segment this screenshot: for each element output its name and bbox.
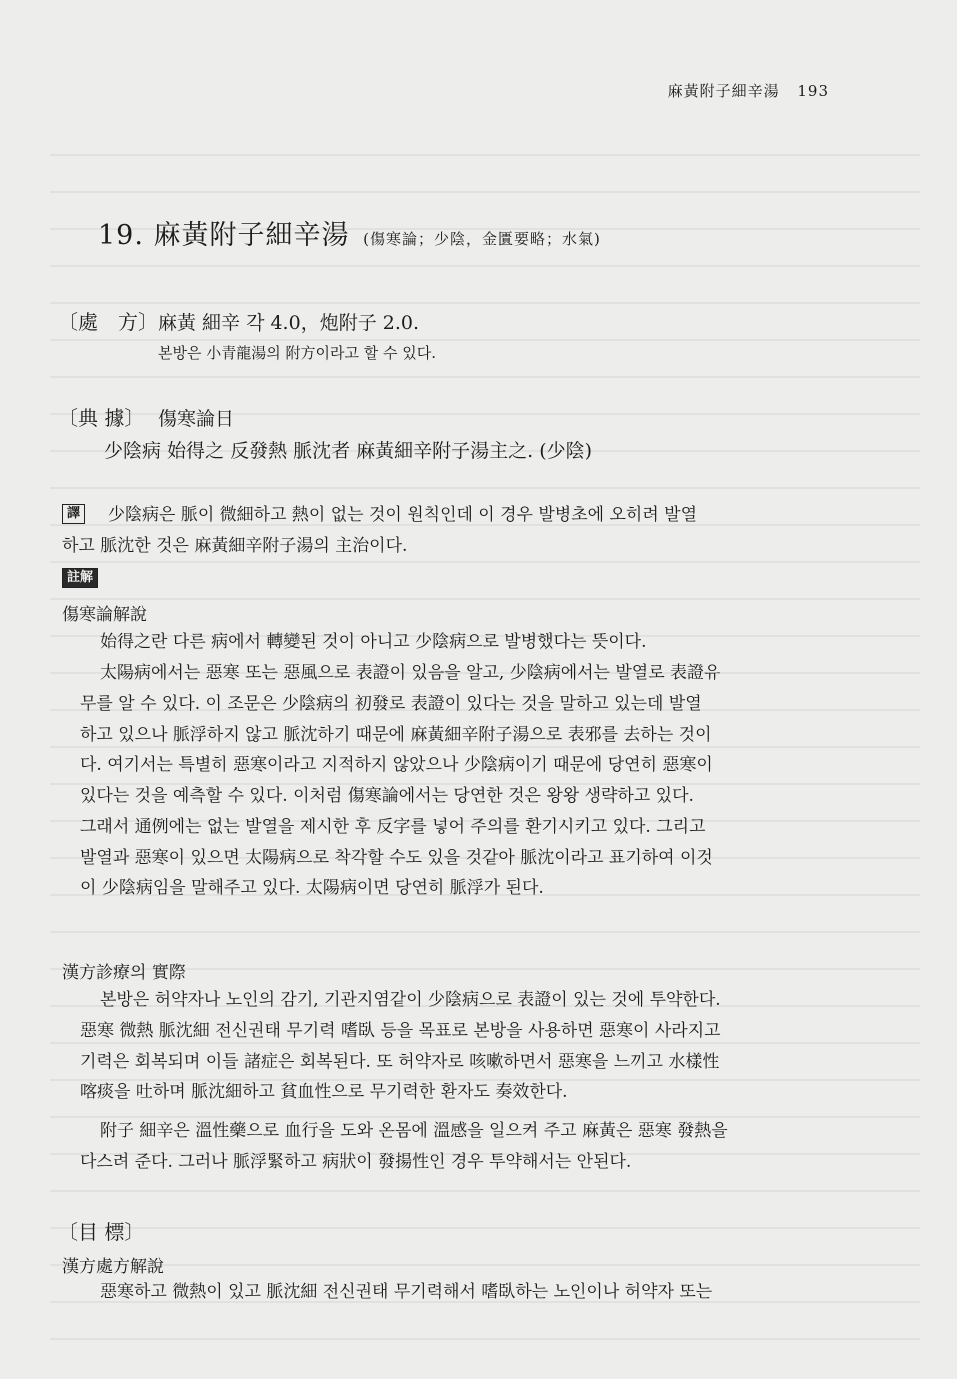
commentary-line: 다. 여기서는 특별히 惡寒이라고 지적하지 않았으나 少陰病이기 때문에 당연히 惡寒이 [80, 755, 713, 776]
source-book: 傷寒論日 [158, 408, 235, 430]
commentary-line: 하고 있으나 脈浮하지 않고 脈沈하기 때문에 麻黃細辛附子湯으로 表邪를 去하는 것이 [80, 724, 712, 745]
commentary-body [80, 689, 713, 904]
page-title [98, 213, 601, 252]
commentary-line: 무를 알 수 있다. 이 조문은 少陰病의 初發로 表證이 있다는 것을 말하고 있는데 발열 [80, 694, 702, 714]
title-number: 19. [98, 220, 144, 251]
commentary-line: 그래서 通例에는 없는 발열을 제시한 후 反字를 넣어 주의를 환기시키고 있다. 그리고 [80, 816, 706, 837]
practice-line: 附子 細辛은 溫性藥으로 血行을 도와 온몸에 溫感을 일으켜 주고 麻黃은 惡寒 發熱을 [100, 1121, 728, 1141]
target-body [100, 1277, 712, 1308]
prescription-formula: 麻黃 細辛 각 4.0，炮附子 2.0. [158, 312, 419, 334]
source-quote: 少陰病 始得之 反發熱 脈沈者 麻黃細辛附子湯主之. (少陰) [104, 440, 593, 462]
commentary-line: 始得之란 다른 病에서 轉變된 것이 아니고 少陰病으로 발병했다는 뜻이다. [100, 632, 647, 652]
translation-line: 하고 脈沈한 것은 麻黃細辛附子湯의 主治이다. [62, 536, 408, 556]
prescription-label: 〔處 方〕 [58, 310, 158, 334]
commentary-label: 註解 [62, 568, 98, 588]
running-title: 麻黃附子細辛湯 [667, 82, 780, 100]
translation-label: 譯 [62, 504, 85, 524]
practice-line: 본방은 허약자나 노인의 감기, 기관지염같이 少陰病으로 表證이 있는 것에 투약한다. [100, 990, 721, 1010]
commentary-para-start [100, 658, 720, 689]
commentary-first-line [100, 627, 647, 658]
commentary-line: 발열과 惡寒이 있으면 太陽病으로 착각할 수도 있을 것같아 脈沈이라고 표기하여 이것 [80, 847, 713, 868]
commentary-heading: 傷寒論解說 [62, 605, 147, 625]
translation-line: 少陰病은 脈이 微細하고 熱이 없는 것이 원칙인데 이 경우 발병초에 오히려 발열 [108, 505, 697, 525]
practice-para-start [100, 985, 721, 1016]
translation-text [108, 500, 697, 531]
practice-body [80, 1016, 721, 1108]
practice-line: 기력은 회복되며 이들 諸症은 회복된다. 또 허약자로 咳嗽하면서 惡寒을 느끼고 水樣性 [80, 1051, 720, 1072]
practice-line: 喀痰을 吐하며 脈沈細하고 貧血性으로 무기력한 환자도 奏效한다. [80, 1082, 568, 1103]
running-header [668, 80, 829, 101]
practice-line: 다스려 준다. 그러나 脈浮緊하고 病狀이 發揚性인 경우 투약해서는 안된다. [80, 1152, 632, 1172]
target-line: 惡寒하고 微熱이 있고 脈沈細 전신권태 무기력해서 嗜臥하는 노인이나 허약자 또는 [100, 1282, 713, 1302]
practice-para2-body [80, 1147, 631, 1178]
commentary-line: 있다는 것을 예측할 수 있다. 이처럼 傷寒論에서는 당연한 것은 왕왕 생략하고 있다. [80, 786, 694, 807]
target-heading: 漢方處方解說 [62, 1257, 164, 1277]
translation-text-cont [62, 531, 407, 562]
commentary-line: 이 少陰病임을 말해주고 있다. 太陽病이면 당연히 脈浮가 된다. [80, 878, 544, 899]
prescription-note: 본방은 小青龍湯의 附方이라고 할 수 있다. [158, 344, 437, 362]
practice-para2-start [100, 1116, 728, 1147]
title-source: (傷寒論；少陰，金匱要略；水氣) [363, 230, 601, 248]
source-label: 〔典 據〕 [58, 406, 145, 430]
target-label: 〔目 標〕 [58, 1220, 145, 1244]
commentary-line: 太陽病에서는 惡寒 또는 惡風으로 表證이 있음을 알고, 少陰病에서는 발열로 表證유 [100, 663, 721, 683]
page-number: 193 [797, 82, 829, 100]
practice-heading: 漢方診療의 實際 [62, 963, 186, 983]
practice-line: 惡寒 微熱 脈沈細 전신권태 무기력 嗜臥 등을 목표로 본방을 사용하면 惡寒이 사라지고 [80, 1021, 721, 1041]
title-name: 麻黃附子細辛湯 [153, 220, 350, 251]
